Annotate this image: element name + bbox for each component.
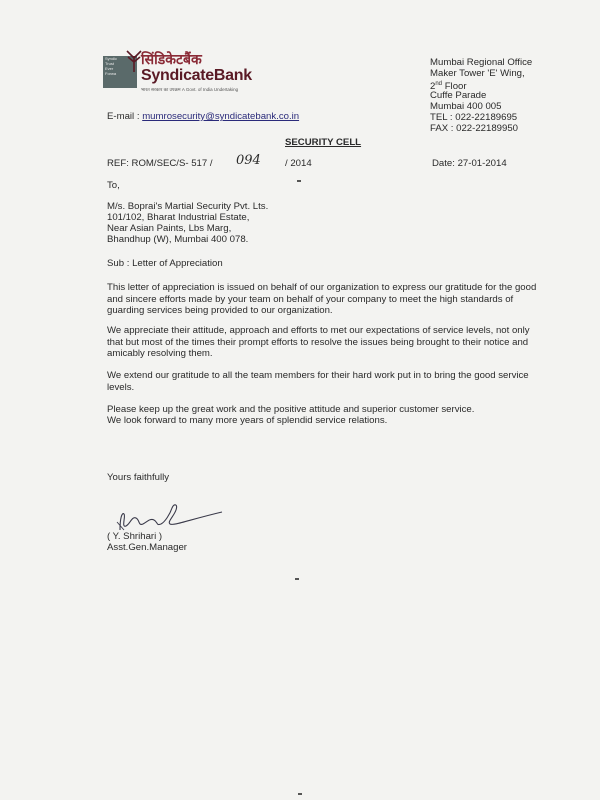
section-title: SECURITY CELL xyxy=(285,137,362,148)
recipient-line: 101/102, Bharat Industrial Estate, xyxy=(107,212,250,223)
office-city: Mumbai 400 005 xyxy=(430,101,502,112)
reference-prefix: REF: ROM/SEC/S- 517 / xyxy=(107,158,213,169)
scan-mark xyxy=(295,578,299,580)
recipient-line: M/s. Boprai's Martial Security Pvt. Lts. xyxy=(107,201,269,212)
floor-suffix: nd xyxy=(435,81,443,87)
office-fax: FAX : 022-22189950 xyxy=(430,123,519,134)
logo-hindi-text: सिंडिकेटबैंक xyxy=(141,51,202,67)
body-paragraph: We look forward to many more years of splendid service relations. xyxy=(107,415,388,426)
office-building: Maker Tower 'E' Wing, xyxy=(430,68,525,79)
scan-mark xyxy=(297,180,301,182)
subject-line: Sub : Letter of Appreciation xyxy=(107,258,223,269)
body-paragraph: We appreciate their attitude, approach and efforts to met our expectations of service levels, not only that but most of the times their prompt efforts to resolve the issues being brought to their notice and amicably resolving them. xyxy=(107,325,530,359)
logo-box-line: Forwa xyxy=(105,71,117,76)
logo-bank-name: SyndicateBank xyxy=(141,67,252,84)
office-name: Mumbai Regional Office xyxy=(430,57,533,68)
logo-box-line: Ever xyxy=(105,66,114,71)
email-line xyxy=(107,111,299,123)
letter-date: Date: 27-01-2014 xyxy=(432,158,507,169)
body-paragraph: This letter of appreciation is issued on behalf of our organization to express our gratitude for the good and sincere efforts made by your team on behalf of your company to meet the high standards of guarding services being provided to our organization. xyxy=(107,282,537,316)
body-paragraph: We extend our gratitude to all the team members for their hard work put in to bring the good service levels. xyxy=(107,370,529,393)
recipient-line: Near Asian Paints, Lbs Marg, xyxy=(107,223,232,234)
reference-year: / 2014 xyxy=(285,158,312,169)
body-paragraph: Please keep up the great work and the positive attitude and superior customer service. xyxy=(107,404,475,415)
bank-logo xyxy=(103,50,338,98)
office-area: Cuffe Parade xyxy=(430,90,487,101)
office-tel: TEL : 022-22189695 xyxy=(430,112,518,123)
email-label: E-mail : xyxy=(107,111,140,122)
logo-box-line: Trust xyxy=(105,61,114,66)
handwritten-ref-number: 094 xyxy=(236,153,261,168)
email-link[interactable]: mumrosecurity@syndicatebank.co.in xyxy=(142,111,300,122)
floor-word: Floor xyxy=(442,81,467,93)
signatory-designation: Asst.Gen.Manager xyxy=(107,542,187,553)
logo-box-line: Syndic xyxy=(105,56,118,61)
logo-tagline: भारत सरकार का उपक्रम A Govt. of India Undertaking xyxy=(141,87,239,92)
signatory-name: ( Y. Shrihari ) xyxy=(107,531,163,542)
floor-number: 2 xyxy=(430,81,436,93)
sign-off: Yours faithfully xyxy=(107,472,170,483)
recipient-line: Bhandhup (W), Mumbai 400 078. xyxy=(107,234,249,245)
salutation: To, xyxy=(107,180,120,191)
scan-mark xyxy=(298,793,302,795)
